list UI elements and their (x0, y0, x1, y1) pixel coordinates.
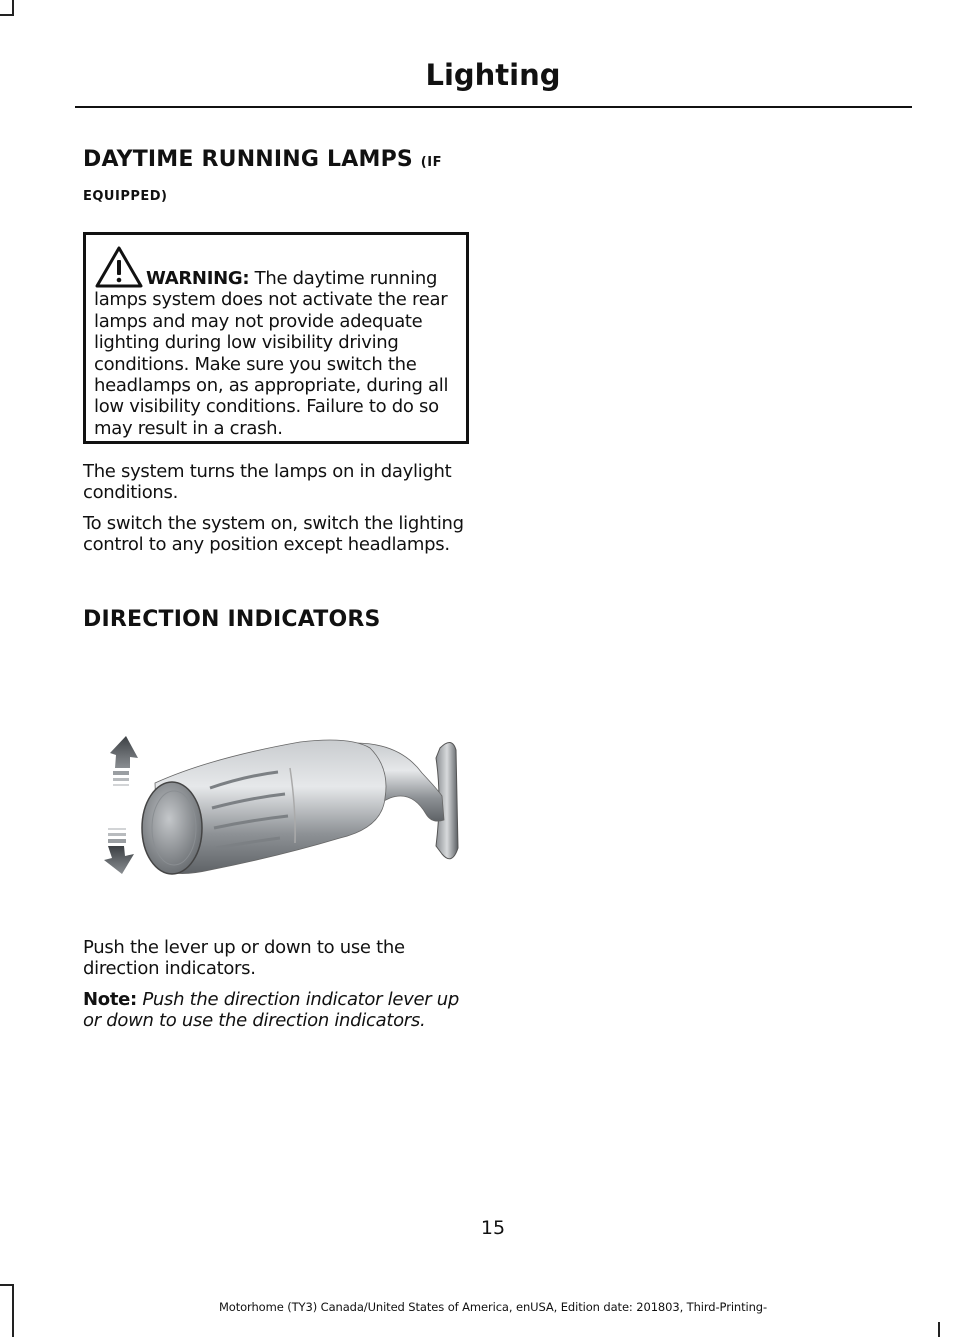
heading-drl-text: DAYTIME RUNNING LAMPS (83, 147, 413, 172)
paragraph-daylight: The system turns the lamps on in daylight conditions. (83, 461, 452, 504)
heading-drl-suffix: (IF (420, 155, 442, 170)
direction-indicator-lever-illustration (100, 728, 475, 888)
down-arrow-icon (104, 828, 134, 874)
header-rule (75, 106, 912, 108)
note-label: Note: (83, 989, 137, 1010)
crop-mark-top-left (12, 0, 14, 14)
paragraph-push-lever: Push the lever up or down to use the direction indicators. (83, 937, 405, 980)
up-arrow-icon (110, 736, 138, 786)
warning-label: WARNING: (146, 268, 250, 289)
warning-box (83, 232, 469, 444)
crop-mark-bottom-left-h (0, 1284, 14, 1286)
note-text: Push the direction indicator lever up or down to use the direction indicators. (83, 989, 460, 1032)
crop-mark-top-left-h (0, 14, 14, 16)
warning-text (94, 268, 466, 439)
section-heading-direction (83, 606, 475, 634)
heading-drl-line2: EQUIPPED) (83, 189, 168, 204)
paragraph-switch-on: To switch the system on, switch the lighting control to any position except headlamps. (83, 513, 464, 556)
page-header-title: Lighting (425, 58, 561, 92)
footer-text: Motorhome (TY3) Canada/United States of America, enUSA, Edition date: 201803, Third-Printing- (218, 1300, 768, 1314)
crop-mark-bottom-right (938, 1322, 940, 1337)
page-number: 15 (480, 1217, 506, 1239)
section-heading-drl (83, 146, 475, 204)
warning-body: The daytime running lamps system does not activate the rear lamps and may not provide adequate lighting during low visibility driving conditions. Make sure you switch the headlamps on, as appropriate, during all low visibility conditions. Failure to do so may result in a crash. (94, 268, 449, 439)
heading-direction-text: DIRECTION INDICATORS (83, 607, 381, 632)
note-direction-indicator (83, 989, 477, 1032)
